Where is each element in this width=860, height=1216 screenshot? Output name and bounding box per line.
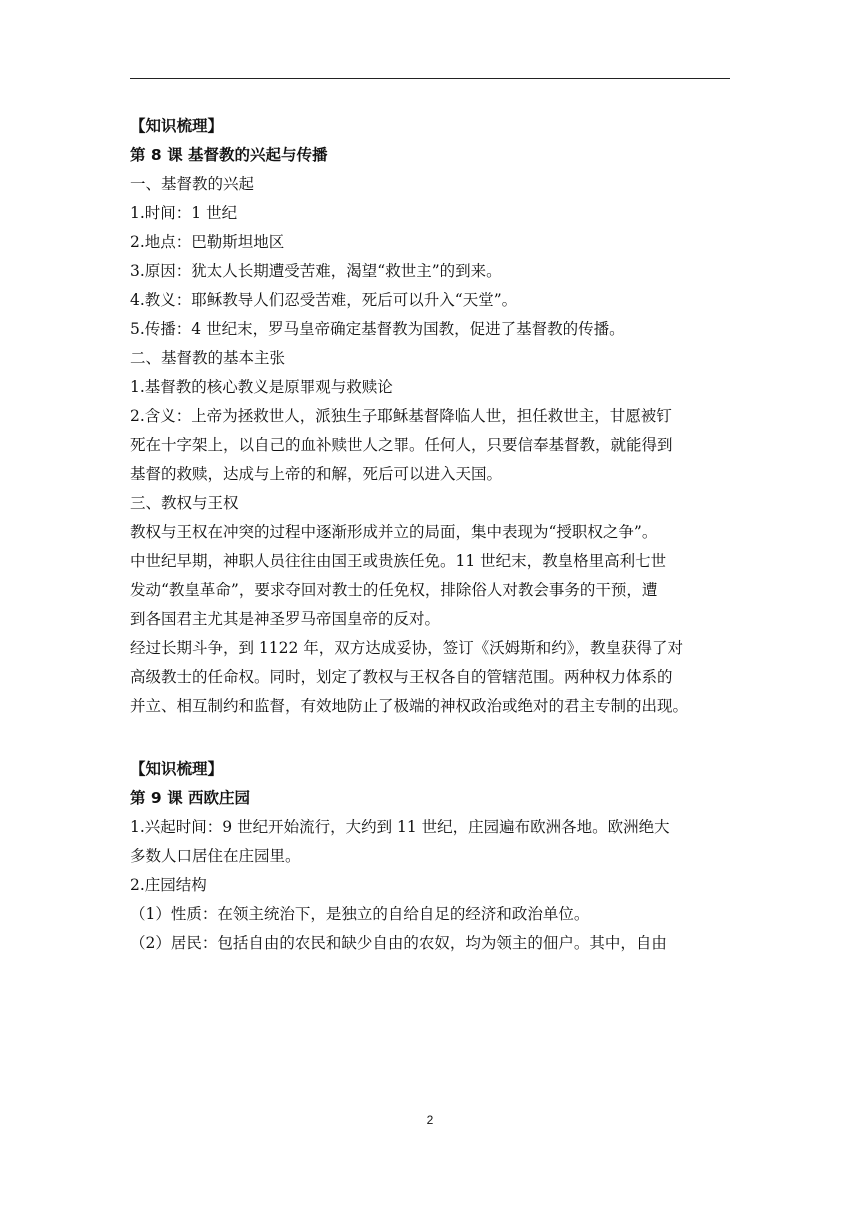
text-line: 中世纪早期，神职人员往往由国王或贵族任免。11 世纪末，教皇格里高利七世 [130, 552, 667, 570]
section-gap [130, 721, 730, 755]
text-line: 二、基督教的基本主张 [130, 349, 286, 367]
text-line: 5.传播：4 世纪末，罗马皇帝确定基督教为国教，促进了基督教的传播。 [130, 320, 625, 338]
page-number: 2 [426, 1113, 434, 1127]
text-line: 发动“教皇革命”，要求夺回对教士的任免权，排除俗人对教会事务的干预，遭 [130, 581, 658, 599]
text-line: 一、基督教的兴起 [130, 175, 255, 193]
lesson-8-body [130, 170, 730, 721]
text-line: （2）居民：包括自由的农民和缺少自由的农奴，均为领主的佃户。其中，自由 [130, 934, 667, 952]
text-line: 1.时间：1 世纪 [130, 204, 238, 222]
text-line: 高级教士的任命权。同时，划定了教权与王权各自的管辖范围。两种权力体系的 [130, 668, 673, 686]
text-line: （1）性质：在领主统治下，是独立的自给自足的经济和政治单位。 [130, 905, 590, 923]
lesson-title-9: 第 9 课 西欧庄园 [130, 789, 250, 807]
section-heading-1: 【知识梳理】 [130, 117, 224, 135]
text-line: 教权与王权在冲突的过程中逐渐形成并立的局面，集中表现为“授职权之争”。 [130, 523, 658, 541]
text-line: 到各国君主尤其是神圣罗马帝国皇帝的反对。 [130, 610, 441, 628]
lesson-title-8: 第 8 课 基督教的兴起与传播 [130, 146, 328, 164]
text-line: 基督的救赎，达成与上帝的和解，死后可以进入天国。 [130, 465, 503, 483]
text-line: 经过长期斗争，到 1122 年，双方达成妥协，签订《沃姆斯和约》，教皇获得了对 [130, 639, 684, 657]
text-line: 3.原因：犹太人长期遭受苦难，渴望“救世主”的到来。 [130, 262, 502, 280]
lesson-9-body [130, 813, 730, 958]
text-line: 死在十字架上，以自己的血补赎世人之罪。任何人，只要信奉基督教，就能得到 [130, 436, 673, 454]
text-line: 1.基督教的核心教义是原罪观与救赎论 [130, 378, 393, 396]
section-heading-2: 【知识梳理】 [130, 760, 224, 778]
text-line: 4.教义：耶稣教导人们忍受苦难，死后可以升入“天堂”。 [130, 291, 518, 309]
text-line: 1.兴起时间：9 世纪开始流行，大约到 11 世纪，庄园遍布欧洲各地。欧洲绝大 [130, 818, 670, 836]
text-line: 多数人口居住在庄园里。 [130, 847, 301, 865]
text-line: 三、教权与王权 [130, 494, 239, 512]
text-line: 2.庄园结构 [130, 876, 207, 894]
page-body [130, 112, 730, 958]
text-line: 并立、相互制约和监督，有效地防止了极端的神权政治或绝对的君主专制的出现。 [130, 697, 689, 715]
text-line: 2.含义：上帝为拯救世人，派独生子耶稣基督降临人世，担任救世主，甘愿被钉 [130, 407, 672, 425]
header-rule [130, 78, 730, 79]
text-line: 2.地点：巴勒斯坦地区 [130, 233, 285, 251]
